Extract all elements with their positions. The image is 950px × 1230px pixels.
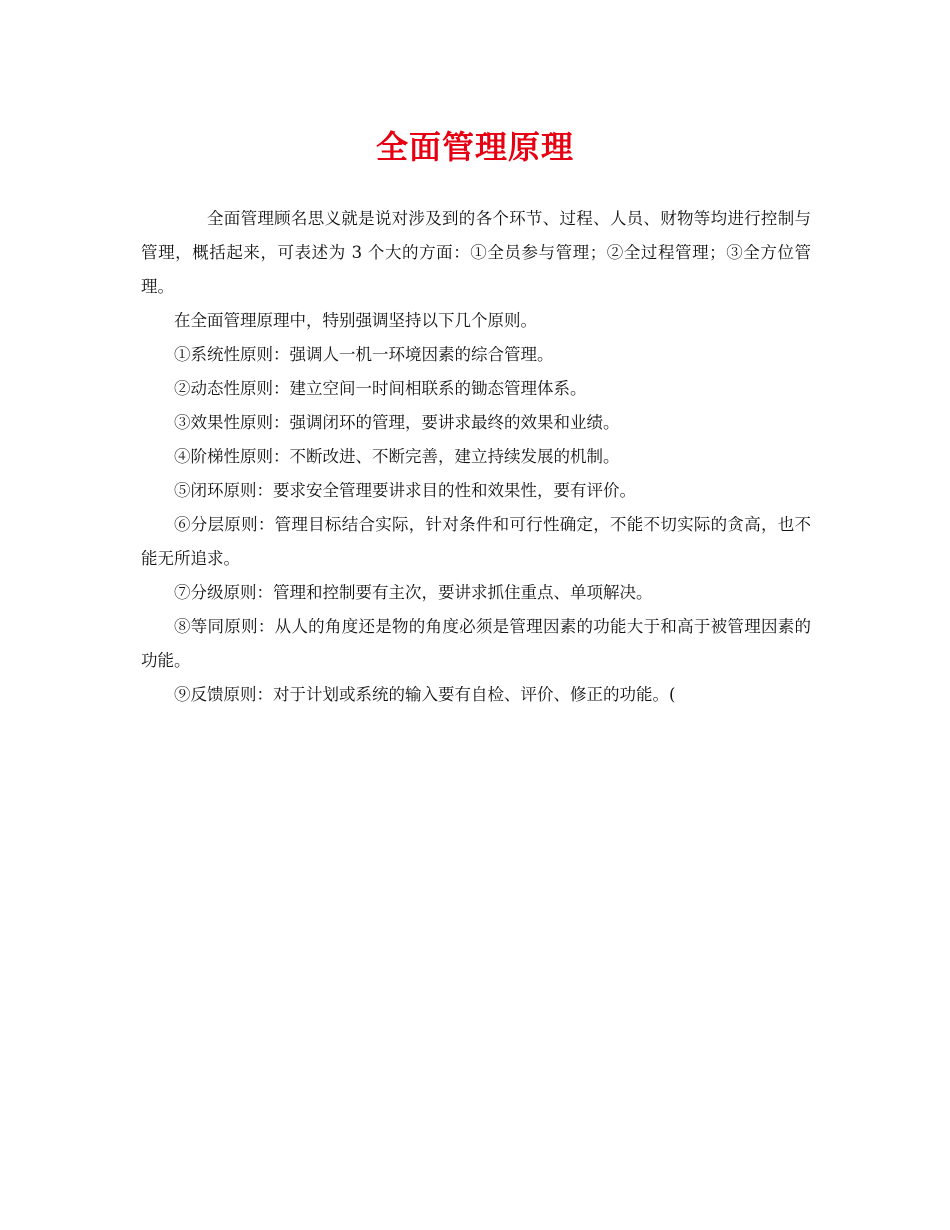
principle-feedback: ⑨反馈原则：对于计划或系统的输入要有自检、评价、修正的功能。( — [174, 685, 676, 704]
intro-paragraph: 全面管理顾名思义就是说对涉及到的各个环节、过程、人员、财物等均进行控制与管理，概括起来，可表述为 3 个大的方面：①全员参与管理；②全过程管理；③全方位管理。 — [141, 209, 811, 296]
document-title: 全面管理原理 — [375, 128, 574, 166]
principle-graded: ⑦分级原则：管理和控制要有主次，要讲求抓住重点、单项解决。 — [174, 583, 653, 602]
principle-systematic: ①系统性原则：强调人一机一环境因素的综合管理。 — [174, 345, 554, 364]
principle-effectiveness: ③效果性原则：强调闭环的管理，要讲求最终的效果和业绩。 — [174, 413, 620, 432]
principle-closed-loop: ⑤闭环原则：要求安全管理要讲求目的性和效果性，要有评价。 — [174, 481, 636, 500]
principle-stepwise: ④阶梯性原则：不断改进、不断完善，建立持续发展的机制。 — [174, 447, 620, 466]
document-body — [141, 202, 811, 712]
principle-equivalence: ⑧等同原则：从人的角度还是物的角度必须是管理因素的功能大于和高于被管理因素的功能。 — [141, 617, 811, 670]
principle-dynamic: ②动态性原则：建立空间一时间相联系的锄态管理体系。 — [174, 379, 587, 398]
principle-layered: ⑥分层原则：管理目标结合实际，针对条件和可行性确定，不能不切实际的贪高，也不能无所追求。 — [141, 515, 811, 568]
principles-lead-paragraph: 在全面管理原理中，特别强调坚持以下几个原则。 — [174, 311, 537, 330]
